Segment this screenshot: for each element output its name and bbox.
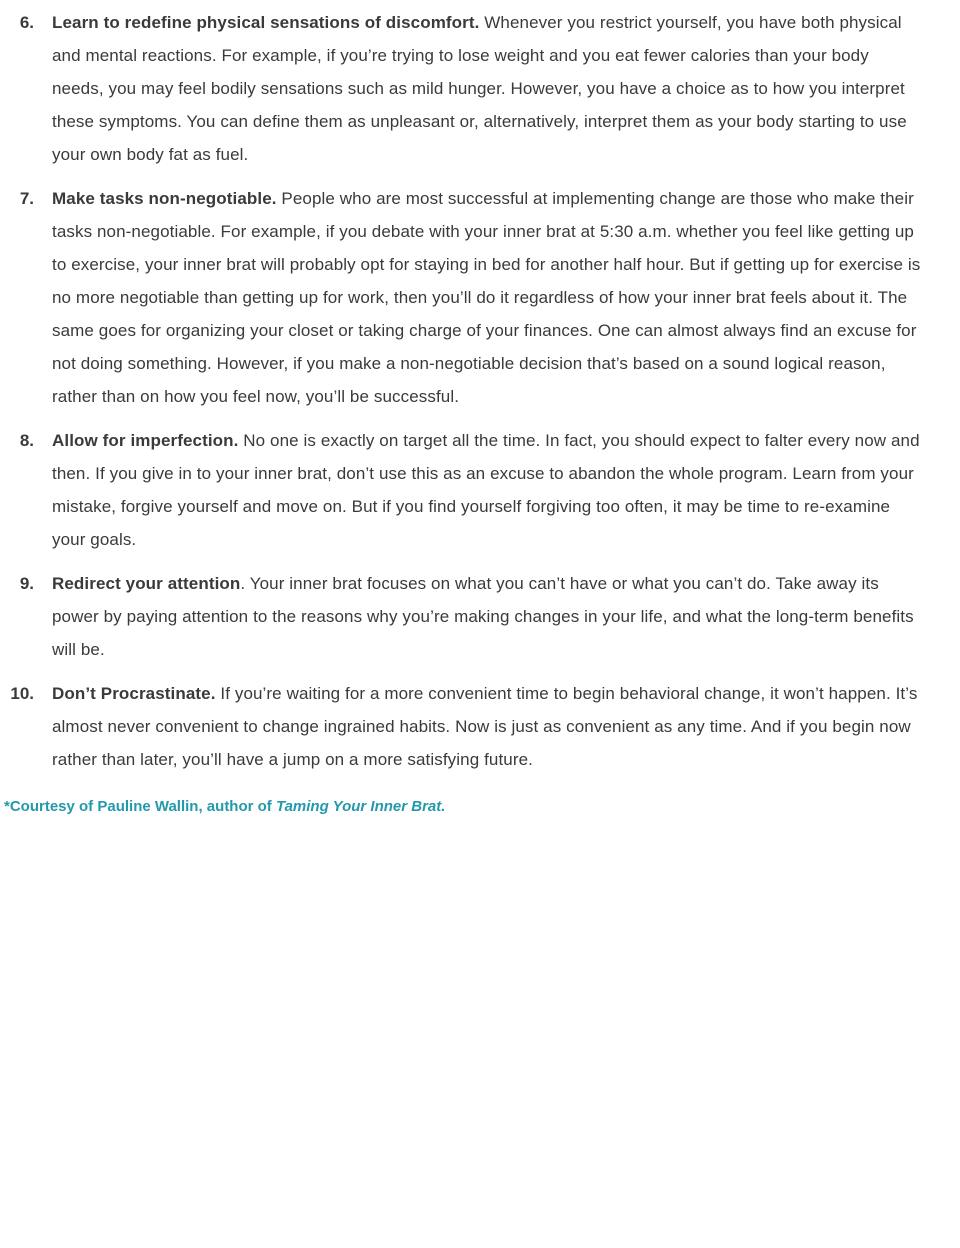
footnote-book-title: Taming Your Inner Brat — [275, 798, 442, 815]
list-item-text: People who are most successful at implementing change are those who make their tasks non-negotiable. For example, if you debate with your inner brat at 5:30 a.m. whether you feel like getting up to exercise, your inner brat will probably opt for staying in bed for another half hour. But if getting up for exercise is no more negotiable than getting up for work, then you’ll do it regardless of how your inner brat feels about it. The same goes for organizing your closet or taking charge of your finances. One can almost always find an excuse for not doing something. However, if you make a non-negotiable decision that’s based on a sound logical reason, rather than on how you feel now, you’ll be successful. — [52, 189, 921, 406]
list-item-paragraph — [52, 567, 924, 666]
list-item-paragraph — [52, 424, 924, 556]
list-item-paragraph — [52, 6, 924, 171]
footnote-suffix: . — [441, 798, 446, 815]
footnote — [4, 796, 924, 818]
list-item-number: 7. — [19, 189, 34, 208]
list-item-text: If you’re waiting for a more convenient time to begin behavioral change, it won’t happen. It’s almost never convenient to change ingrained habits. Now is just as convenient as any time. And if you begin now rather than later, you’ll have a jump on a more satisfying future. — [52, 684, 918, 769]
list-item — [4, 567, 924, 666]
footnote-prefix: *Courtesy of Pauline Wallin, author of — [4, 798, 276, 815]
list-item — [4, 182, 924, 413]
list-item-paragraph — [52, 182, 924, 413]
list-item-text: No one is exactly on target all the time. In fact, you should expect to falter every now and then. If you give in to your inner brat, don’t use this as an excuse to abandon the whole program. Learn from your mistake, forgive yourself and move on. But if you find yourself forgiving too often, it may be time to re-examine your goals. — [52, 431, 920, 549]
list-item-number: 9. — [19, 574, 34, 593]
list-item-paragraph — [52, 677, 924, 776]
list-item-number: 6. — [19, 13, 34, 32]
list-item-text: . Your inner brat focuses on what you can’t have or what you can’t do. Take away its power by paying attention to the reasons why you’re making changes in your life, and what the long-term benefits will be. — [52, 574, 914, 659]
list-item-lead: Allow for imperfection. — [52, 431, 239, 450]
list-item — [4, 677, 924, 776]
list-item-lead: Learn to redefine physical sensations of discomfort. — [52, 13, 480, 32]
list-item — [4, 424, 924, 556]
list-item-number: 8. — [19, 431, 34, 450]
list-item — [4, 6, 924, 171]
list-item-lead: Don’t Procrastinate. — [52, 684, 216, 703]
list-item-lead: Make tasks non-negotiable. — [52, 189, 277, 208]
list-item-lead: Redirect your attention — [52, 574, 241, 593]
list-item-text: Whenever you restrict yourself, you have both physical and mental reactions. For example, if you’re trying to lose weight and you eat fewer calories than your body needs, you may feel bodily sensations such as mild hunger. However, you have a choice as to how you interpret these symptoms. You can define them as unpleasant or, alternatively, interpret them as your body starting to use your own body fat as fuel. — [52, 13, 907, 164]
list-item-number: 10. — [10, 684, 34, 703]
